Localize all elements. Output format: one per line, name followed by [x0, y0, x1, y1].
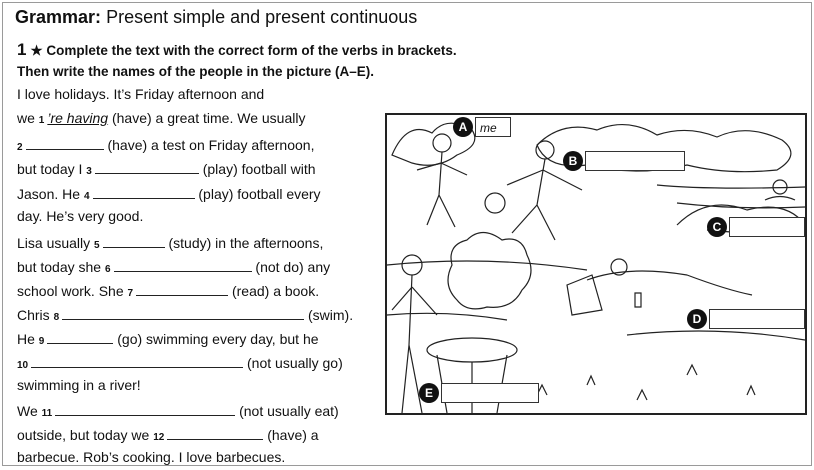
answer-blank-5[interactable]: [103, 233, 165, 248]
answer-box-b[interactable]: [585, 151, 685, 171]
answer-box-c[interactable]: [729, 217, 805, 237]
text-l10-pre: Chris: [17, 307, 50, 323]
item-number-8: 8: [53, 312, 60, 323]
text-l8-post: (not do) any: [255, 259, 331, 275]
item-number-10: 10: [17, 360, 29, 371]
text-line-9: [17, 281, 319, 299]
item-number-12: 12: [153, 432, 165, 443]
item-number-11: 11: [41, 408, 53, 419]
text-line-15: [17, 425, 319, 443]
text-line-12: [17, 353, 343, 371]
text-l5-pre: Jason. He: [17, 186, 81, 202]
answer-blank-3[interactable]: [95, 159, 199, 174]
text-line-16: barbecue. Rob’s cooking. I love barbecues.: [17, 449, 286, 465]
worksheet: [2, 2, 812, 466]
item-number-3: 3: [86, 166, 92, 177]
text-l2-pre: we: [17, 110, 35, 126]
text-line-11: [17, 329, 319, 347]
text-l15-post: (have) a: [267, 427, 319, 443]
item-number-9: 9: [38, 336, 45, 347]
title-rest: Present simple and present continuous: [106, 7, 418, 27]
text-l4-post: (play) football with: [202, 161, 316, 177]
text-line-1: I love holidays. It’s Friday afternoon and: [17, 86, 265, 102]
text-l2-post: (have) a great time. We usually: [111, 110, 306, 126]
text-l9-pre: school work. She: [17, 283, 124, 299]
star-icon: ★: [30, 43, 43, 58]
page-title: [15, 7, 417, 28]
answer-blank-8[interactable]: [62, 305, 304, 320]
text-l15-pre: outside, but today we: [17, 427, 150, 443]
item-number-1: 1: [38, 115, 45, 126]
text-l11-post: (go) swimming every day, but he: [117, 331, 319, 347]
text-line-13: swimming in a river!: [17, 377, 141, 393]
text-l10-post: (swim).: [308, 307, 354, 323]
answer-box-e[interactable]: [441, 383, 539, 403]
text-line-2: [17, 110, 305, 126]
label-d: D: [687, 309, 707, 329]
item-number-2: 2: [17, 142, 23, 153]
text-l3-post: (have) a test on Friday afternoon,: [107, 137, 315, 153]
instruction-text-1: Complete the text with the correct form of the verbs in brackets.: [46, 43, 457, 58]
text-l8-pre: but today she: [17, 259, 102, 275]
item-number-4: 4: [83, 191, 90, 202]
text-l9-post: (read) a book.: [231, 283, 320, 299]
answer-blank-2[interactable]: [26, 135, 104, 150]
text-l14-post: (not usually eat): [239, 403, 339, 419]
instruction-line-1: [17, 40, 457, 60]
text-line-7: [17, 233, 323, 251]
text-line-5: [17, 184, 321, 202]
text-line-4: [17, 159, 316, 177]
text-l5-post: (play) football every: [198, 186, 321, 202]
text-line-14: [17, 401, 339, 419]
text-line-10: [17, 305, 353, 323]
exercise-number: 1: [17, 40, 27, 59]
text-line-8: [17, 257, 330, 275]
answer-blank-12[interactable]: [167, 425, 263, 440]
item-number-5: 5: [94, 240, 100, 251]
label-a: A: [453, 117, 473, 137]
text-line-3: [17, 135, 314, 153]
answer-blank-7[interactable]: [136, 281, 228, 296]
example-answer: ’re having: [47, 110, 109, 126]
text-l7-pre: Lisa usually: [17, 235, 91, 251]
label-c: C: [707, 217, 727, 237]
text-l12-post: (not usually go): [247, 355, 343, 371]
answer-blank-9[interactable]: [47, 329, 113, 344]
instruction-line-2: Then write the names of the people in the picture (A–E).: [17, 64, 375, 79]
text-l4-pre: but today I: [17, 161, 83, 177]
item-number-6: 6: [104, 264, 111, 275]
text-l14-pre: We: [17, 403, 38, 419]
answer-box-a[interactable]: me: [475, 117, 511, 137]
answer-blank-10[interactable]: [31, 353, 243, 368]
item-number-7: 7: [127, 288, 134, 299]
answer-blank-11[interactable]: [55, 401, 235, 416]
label-e: E: [419, 383, 439, 403]
answer-blank-6[interactable]: [114, 257, 252, 272]
answer-box-d[interactable]: [709, 309, 805, 329]
label-b: B: [563, 151, 583, 171]
text-l7-post: (study) in the afternoons,: [168, 235, 324, 251]
title-bold: Grammar:: [15, 7, 102, 27]
text-l11-pre: He: [17, 331, 35, 347]
park-illustration: [385, 113, 807, 415]
answer-blank-4[interactable]: [93, 184, 195, 199]
text-line-6: day. He’s very good.: [17, 208, 144, 224]
